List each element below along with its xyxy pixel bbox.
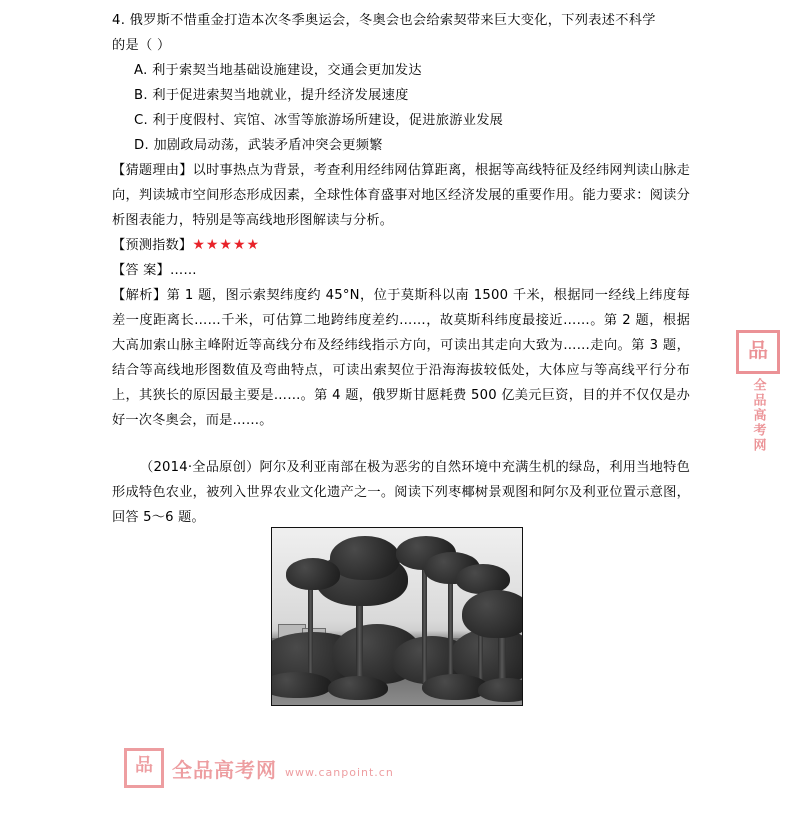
analysis-block bbox=[112, 283, 690, 433]
photo-palm-trunk bbox=[422, 558, 427, 684]
analysis-text: 第 1 题，图示索契纬度约 45°N，位于莫斯科以南 1500 千米，根据同一经线上纬度每差一度距离长……千米，可估算二地跨纬度差约……，故莫斯科纬度最接近……。第 2 题，根据大高加索山脉主峰附近等高线分布及经纬线指示方向，可读出其走向大致为……走向。第 3 题，结合等高线地形图数值及弯曲特点，可读出索契位于沿海海拔较低处，大体应与等高线平行分布上，其狭长的原因最主要是……。第 4 题，俄罗斯甘愿耗费 500 亿美元巨资，目的并不仅仅是办好一次冬奥会，而是……。 bbox=[112, 288, 690, 428]
photo-shrub bbox=[271, 672, 332, 698]
question-4-option-b: B. 利于促进索契当地就业，提升经济发展速度 bbox=[134, 88, 409, 103]
photo-tree-crown bbox=[462, 590, 523, 638]
section-spacer bbox=[112, 433, 690, 455]
question-4-option-a: A. 利于索契当地基础设施建设，交通会更加发达 bbox=[134, 63, 422, 78]
photo-shrub bbox=[478, 678, 523, 702]
photo-shrub bbox=[328, 676, 388, 700]
watermark-url: www.canpoint.cn bbox=[285, 765, 394, 779]
index-block bbox=[112, 233, 690, 258]
watermark-logo-icon: 品 bbox=[124, 748, 164, 788]
photo-tree-crown bbox=[330, 536, 400, 580]
reason-label: 【猜题理由】 bbox=[112, 163, 193, 178]
prediction-stars: ★★★★★ bbox=[192, 237, 261, 253]
answer-block bbox=[112, 258, 690, 283]
question-4-option-d: D. 加剧政局动荡，武装矛盾冲突会更频繁 bbox=[134, 138, 383, 153]
question-4-stem-line-1: 4. 俄罗斯不惜重金打造本次冬季奥运会，冬奥会也会给索契带来巨大变化，下列表述不科学 bbox=[112, 13, 656, 28]
question-4-stem-line-2: 的是（ ） bbox=[112, 38, 171, 53]
photo-palm-trunk bbox=[448, 572, 453, 684]
document-body bbox=[112, 8, 690, 530]
photo-palm-crown bbox=[286, 558, 340, 590]
answer-text: …… bbox=[169, 263, 197, 278]
watermark-brand-text: 全品高考网 bbox=[172, 757, 277, 782]
analysis-label: 【解析】 bbox=[112, 288, 167, 303]
new-material-paragraph: （2014·全品原创）阿尔及利亚南部在极为恶劣的自然环境中充满生机的绿岛，利用当地特色形成特色农业，被列入世界农业文化遗产之一。阅读下列枣椰树景观图和阿尔及利亚位置示意图，回答 5～6 题。 bbox=[112, 460, 690, 525]
question-4-option-c: C. 利于度假村、宾馆、冰雪等旅游场所建设，促进旅游业发展 bbox=[134, 113, 504, 128]
answer-label: 【答 案】 bbox=[112, 263, 170, 278]
watermark-vertical-text: 全品高考网 bbox=[750, 378, 766, 453]
reason-block bbox=[112, 158, 690, 233]
photo-palm-trunk bbox=[308, 580, 313, 684]
watermark-right bbox=[730, 330, 786, 453]
watermark-logo-icon: 品 bbox=[736, 330, 780, 374]
index-label: 【预测指数】 bbox=[112, 238, 193, 253]
palm-trees-photo bbox=[271, 527, 523, 706]
watermark-bottom bbox=[124, 748, 394, 788]
reason-text: 以时事热点为背景，考查利用经纬网估算距离，根据等高线特征及经纬网判读山脉走向，判读城市空间形态形成因素，全球性体育盛事对地区经济发展的重要作用。能力要求：阅读分析图表能力，特别是等高线地形图解读与分析。 bbox=[112, 163, 691, 228]
